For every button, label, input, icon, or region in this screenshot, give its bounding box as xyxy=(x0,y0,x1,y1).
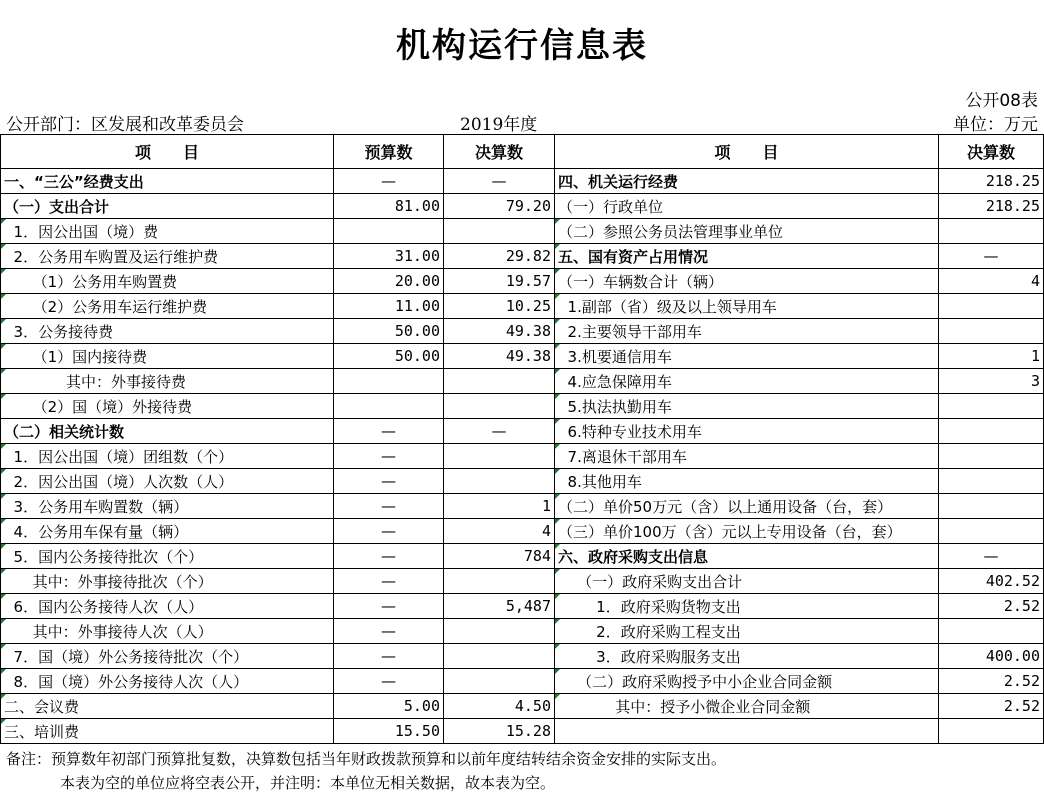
left-final-value xyxy=(444,444,555,469)
left-item-label: 其中：外事接待费 xyxy=(1,369,334,394)
table-row xyxy=(1,344,1044,369)
left-budget-value: 50.00 xyxy=(334,319,444,344)
left-final-value: 29.82 xyxy=(444,244,555,269)
left-budget-value: 20.00 xyxy=(334,269,444,294)
left-budget-value xyxy=(334,394,444,419)
right-final-value xyxy=(939,444,1044,469)
left-item-label: 1．因公出国（境）团组数（个） xyxy=(1,444,334,469)
table-row xyxy=(1,419,1044,444)
table-row xyxy=(1,569,1044,594)
col-header-budget: 预算数 xyxy=(334,135,444,169)
left-budget-value: 5.00 xyxy=(334,694,444,719)
left-final-value: 49.38 xyxy=(444,344,555,369)
left-budget-value xyxy=(334,369,444,394)
right-item-label xyxy=(555,719,939,744)
left-item-label: 5．国内公务接待批次（个） xyxy=(1,544,334,569)
left-budget-value: — xyxy=(334,644,444,669)
left-item-label: （2）国（境）外接待费 xyxy=(1,394,334,419)
left-final-value: 4.50 xyxy=(444,694,555,719)
left-final-value xyxy=(444,469,555,494)
right-final-value: — xyxy=(939,244,1044,269)
note-line-1: 备注：预算数年初部门预算批复数，决算数包括当年财政拨款预算和以前年度结转结余资金安排的实际支出。 xyxy=(6,750,727,768)
left-final-value: 79.20 xyxy=(444,194,555,219)
table-row xyxy=(1,719,1044,744)
left-budget-value: 15.50 xyxy=(334,719,444,744)
left-budget-value: — xyxy=(334,619,444,644)
right-item-label: 8.其他用车 xyxy=(555,469,939,494)
left-item-label: 其中：外事接待批次（个） xyxy=(1,569,334,594)
table-row xyxy=(1,369,1044,394)
left-final-value: — xyxy=(444,419,555,444)
right-item-label: （二）参照公务员法管理事业单位 xyxy=(555,219,939,244)
right-item-label: 六、政府采购支出信息 xyxy=(555,544,939,569)
right-final-value: 4 xyxy=(939,269,1044,294)
right-item-label: （二）政府采购授予中小企业合同金额 xyxy=(555,669,939,694)
left-final-value: 784 xyxy=(444,544,555,569)
right-item-label: （一）行政单位 xyxy=(555,194,939,219)
right-item-label: 7.离退休干部用车 xyxy=(555,444,939,469)
right-final-value xyxy=(939,294,1044,319)
left-item-label: 一、“三公”经费支出 xyxy=(1,169,334,194)
right-item-label: 四、机关运行经费 xyxy=(555,169,939,194)
left-budget-value: — xyxy=(334,544,444,569)
department-label: 公开部门：区发展和改革委员会 xyxy=(6,115,244,135)
left-final-value xyxy=(444,619,555,644)
table-row xyxy=(1,269,1044,294)
left-item-label: 7．国（境）外公务接待批次（个） xyxy=(1,644,334,669)
right-final-value xyxy=(939,469,1044,494)
right-item-label: （二）单价50万元（含）以上通用设备（台，套） xyxy=(555,494,939,519)
table-row xyxy=(1,169,1044,194)
col-header-final-right: 决算数 xyxy=(939,135,1044,169)
right-final-value xyxy=(939,719,1044,744)
left-item-label: 4．公务用车保有量（辆） xyxy=(1,519,334,544)
left-item-label: （1）公务用车购置费 xyxy=(1,269,334,294)
right-final-value xyxy=(939,219,1044,244)
left-budget-value: 11.00 xyxy=(334,294,444,319)
left-item-label: 1．因公出国（境）费 xyxy=(1,219,334,244)
left-final-value: 10.25 xyxy=(444,294,555,319)
right-item-label: （一）政府采购支出合计 xyxy=(555,569,939,594)
right-final-value: 3 xyxy=(939,369,1044,394)
table-row xyxy=(1,694,1044,719)
left-final-value: 49.38 xyxy=(444,319,555,344)
left-final-value xyxy=(444,219,555,244)
left-final-value xyxy=(444,569,555,594)
right-item-label: （三）单价100万（含）元以上专用设备（台，套） xyxy=(555,519,939,544)
table-row xyxy=(1,294,1044,319)
left-final-value xyxy=(444,669,555,694)
col-header-final: 决算数 xyxy=(444,135,555,169)
table-row xyxy=(1,469,1044,494)
left-item-label: 2．因公出国（境）人次数（人） xyxy=(1,469,334,494)
left-final-value xyxy=(444,644,555,669)
left-budget-value: — xyxy=(334,519,444,544)
right-final-value: 218.25 xyxy=(939,194,1044,219)
table-body xyxy=(1,169,1044,744)
left-budget-value: — xyxy=(334,594,444,619)
right-item-label: 五、国有资产占用情况 xyxy=(555,244,939,269)
left-item-label: 3．公务用车购置数（辆） xyxy=(1,494,334,519)
table-row xyxy=(1,194,1044,219)
right-final-value xyxy=(939,619,1044,644)
left-item-label: （二）相关统计数 xyxy=(1,419,334,444)
table-header-row xyxy=(1,135,1044,169)
table-row xyxy=(1,319,1044,344)
col-header-item-right: 项 目 xyxy=(555,135,939,169)
right-item-label: 4.应急保障用车 xyxy=(555,369,939,394)
right-final-value xyxy=(939,394,1044,419)
left-budget-value: — xyxy=(334,419,444,444)
left-final-value: 19.57 xyxy=(444,269,555,294)
left-item-label: （2）公务用车运行维护费 xyxy=(1,294,334,319)
left-budget-value: — xyxy=(334,569,444,594)
page-title: 机构运行信息表 xyxy=(396,26,648,66)
table-row xyxy=(1,244,1044,269)
right-final-value: 400.00 xyxy=(939,644,1044,669)
right-item-label: 3．政府采购服务支出 xyxy=(555,644,939,669)
table-row xyxy=(1,544,1044,569)
left-item-label: 2．公务用车购置及运行维护费 xyxy=(1,244,334,269)
left-final-value: — xyxy=(444,169,555,194)
table-row xyxy=(1,494,1044,519)
left-final-value: 1 xyxy=(444,494,555,519)
right-item-label: 2．政府采购工程支出 xyxy=(555,619,939,644)
table-row xyxy=(1,669,1044,694)
left-budget-value: 50.00 xyxy=(334,344,444,369)
fiscal-year: 2019年度 xyxy=(460,115,538,135)
right-final-value: 2.52 xyxy=(939,669,1044,694)
right-item-label: 6.特种专业技术用车 xyxy=(555,419,939,444)
form-number: 公开08表 xyxy=(965,91,1038,111)
right-item-label: （一）车辆数合计（辆） xyxy=(555,269,939,294)
operations-info-table xyxy=(0,134,1044,744)
right-item-label: 5.执法执勤用车 xyxy=(555,394,939,419)
table-row xyxy=(1,644,1044,669)
left-final-value: 15.28 xyxy=(444,719,555,744)
left-final-value: 5,487 xyxy=(444,594,555,619)
table-row xyxy=(1,519,1044,544)
table-row xyxy=(1,444,1044,469)
right-item-label: 3.机要通信用车 xyxy=(555,344,939,369)
right-final-value xyxy=(939,519,1044,544)
unit-label: 单位：万元 xyxy=(953,115,1038,135)
right-final-value: 402.52 xyxy=(939,569,1044,594)
right-item-label: 其中：授予小微企业合同金额 xyxy=(555,694,939,719)
right-final-value xyxy=(939,494,1044,519)
left-final-value xyxy=(444,369,555,394)
table-row xyxy=(1,394,1044,419)
left-item-label: 3．公务接待费 xyxy=(1,319,334,344)
right-final-value: 2.52 xyxy=(939,694,1044,719)
left-budget-value xyxy=(334,219,444,244)
left-budget-value: 81.00 xyxy=(334,194,444,219)
right-item-label: 1.副部（省）级及以上领导用车 xyxy=(555,294,939,319)
left-budget-value: — xyxy=(334,494,444,519)
left-final-value xyxy=(444,394,555,419)
right-final-value: — xyxy=(939,544,1044,569)
left-final-value: 4 xyxy=(444,519,555,544)
left-item-label: 三、培训费 xyxy=(1,719,334,744)
right-final-value xyxy=(939,319,1044,344)
left-item-label: 其中：外事接待人次（人） xyxy=(1,619,334,644)
left-budget-value: — xyxy=(334,669,444,694)
left-item-label: 二、会议费 xyxy=(1,694,334,719)
left-budget-value: — xyxy=(334,469,444,494)
left-item-label: （1）国内接待费 xyxy=(1,344,334,369)
right-item-label: 1．政府采购货物支出 xyxy=(555,594,939,619)
left-budget-value: — xyxy=(334,169,444,194)
left-budget-value: 31.00 xyxy=(334,244,444,269)
note-line-2: 本表为空的单位应将空表公开，并注明：本单位无相关数据，故本表为空。 xyxy=(60,774,556,792)
table-row xyxy=(1,594,1044,619)
right-final-value: 2.52 xyxy=(939,594,1044,619)
right-item-label: 2.主要领导干部用车 xyxy=(555,319,939,344)
left-item-label: （一）支出合计 xyxy=(1,194,334,219)
right-final-value: 218.25 xyxy=(939,169,1044,194)
col-header-item: 项 目 xyxy=(1,135,334,169)
table-row xyxy=(1,619,1044,644)
right-final-value: 1 xyxy=(939,344,1044,369)
right-final-value xyxy=(939,419,1044,444)
left-item-label: 6．国内公务接待人次（人） xyxy=(1,594,334,619)
left-item-label: 8．国（境）外公务接待人次（人） xyxy=(1,669,334,694)
table-row xyxy=(1,219,1044,244)
left-budget-value: — xyxy=(334,444,444,469)
